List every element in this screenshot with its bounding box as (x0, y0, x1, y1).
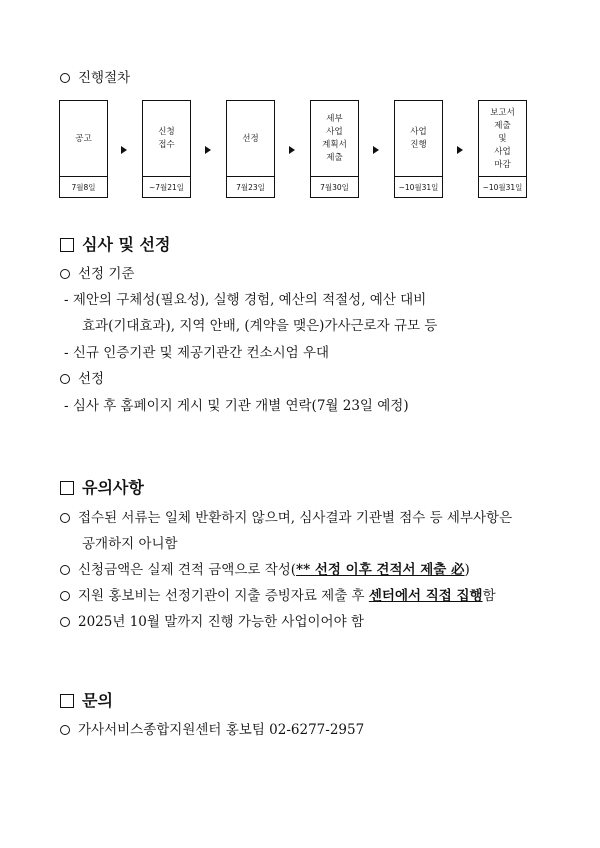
note-item: 신청금액은 실제 견적 금액으로 작성(** 선정 이후 견적서 제출 必) (60, 560, 470, 580)
process-step-date: 7월23일 (227, 176, 274, 197)
circle-bullet-icon (60, 73, 70, 83)
arrow-right-icon (121, 146, 127, 154)
circle-bullet-icon (60, 269, 70, 279)
process-step-label: 공고 (75, 133, 92, 144)
square-bullet-icon (60, 694, 74, 708)
contact-section-title: 문의 (60, 690, 113, 712)
process-step-label: 선정 (242, 133, 259, 144)
process-step-date: 7월8일 (60, 176, 107, 197)
review-section-title: 심사 및 선정 (60, 234, 170, 256)
process-step (394, 100, 443, 198)
process-step-label: 세부 사업 계획서 제출 (322, 114, 347, 163)
selection-heading: 선정 (60, 369, 104, 389)
note-item: 접수된 서류는 일체 반환하지 않으며, 심사결과 기관별 점수 등 세부사항은 (60, 508, 512, 528)
notes-section-title: 유의사항 (60, 477, 144, 499)
process-step-date: ~7월21일 (143, 176, 190, 197)
circle-bullet-icon (60, 513, 70, 523)
circle-bullet-icon (60, 725, 70, 735)
process-step-label: 신청 접수 (158, 127, 175, 150)
criteria-heading: 선정 기준 (60, 264, 134, 284)
circle-bullet-icon (60, 374, 70, 384)
circle-bullet-icon (60, 565, 70, 575)
arrow-right-icon (205, 146, 211, 154)
process-step-date: ~10월31일 (479, 176, 526, 197)
process-step (310, 100, 359, 198)
circle-bullet-icon (60, 617, 70, 627)
process-step (478, 100, 527, 198)
criteria-line: - 신규 인증기관 및 제공기관간 컨소시엄 우대 (64, 345, 330, 361)
process-step-date: ~10월31일 (395, 176, 442, 197)
criteria-line: 효과(기대효과), 지역 안배, (계약을 맺은)가사근로자 규모 등 (82, 318, 438, 334)
process-step-date: 7월30일 (311, 176, 358, 197)
arrow-right-icon (289, 146, 295, 154)
contact-line: 가사서비스종합지원센터 홍보팀 02-6277-2957 (60, 720, 364, 740)
arrow-right-icon (373, 146, 379, 154)
process-step (59, 100, 108, 198)
process-step (142, 100, 191, 198)
note-item: 지원 홍보비는 선정기관이 지출 증빙자료 제출 후 센터에서 직접 집행함 (60, 586, 496, 606)
emphasis-text: 센터에서 직접 집행 (368, 588, 483, 604)
process-heading: 진행절차 (60, 68, 130, 88)
square-bullet-icon (60, 481, 74, 495)
process-step-label: 사업 진행 (410, 127, 427, 150)
arrow-right-icon (457, 146, 463, 154)
circle-bullet-icon (60, 591, 70, 601)
square-bullet-icon (60, 238, 74, 252)
selection-line: - 심사 후 홈페이지 게시 및 기관 개별 연락(7월 23일 예정) (64, 398, 409, 414)
note-item-continuation: 공개하지 아니함 (82, 536, 178, 552)
process-step-label: 보고서 제출 및 사업 마감 (490, 107, 515, 170)
criteria-line: - 제안의 구체성(필요성), 실행 경험, 예산의 적절성, 예산 대비 (64, 292, 427, 308)
note-item: 2025년 10월 말까지 진행 가능한 사업이어야 함 (60, 612, 364, 632)
process-step (226, 100, 275, 198)
emphasis-text: ** 선정 이후 견적서 제출 必 (296, 562, 465, 578)
